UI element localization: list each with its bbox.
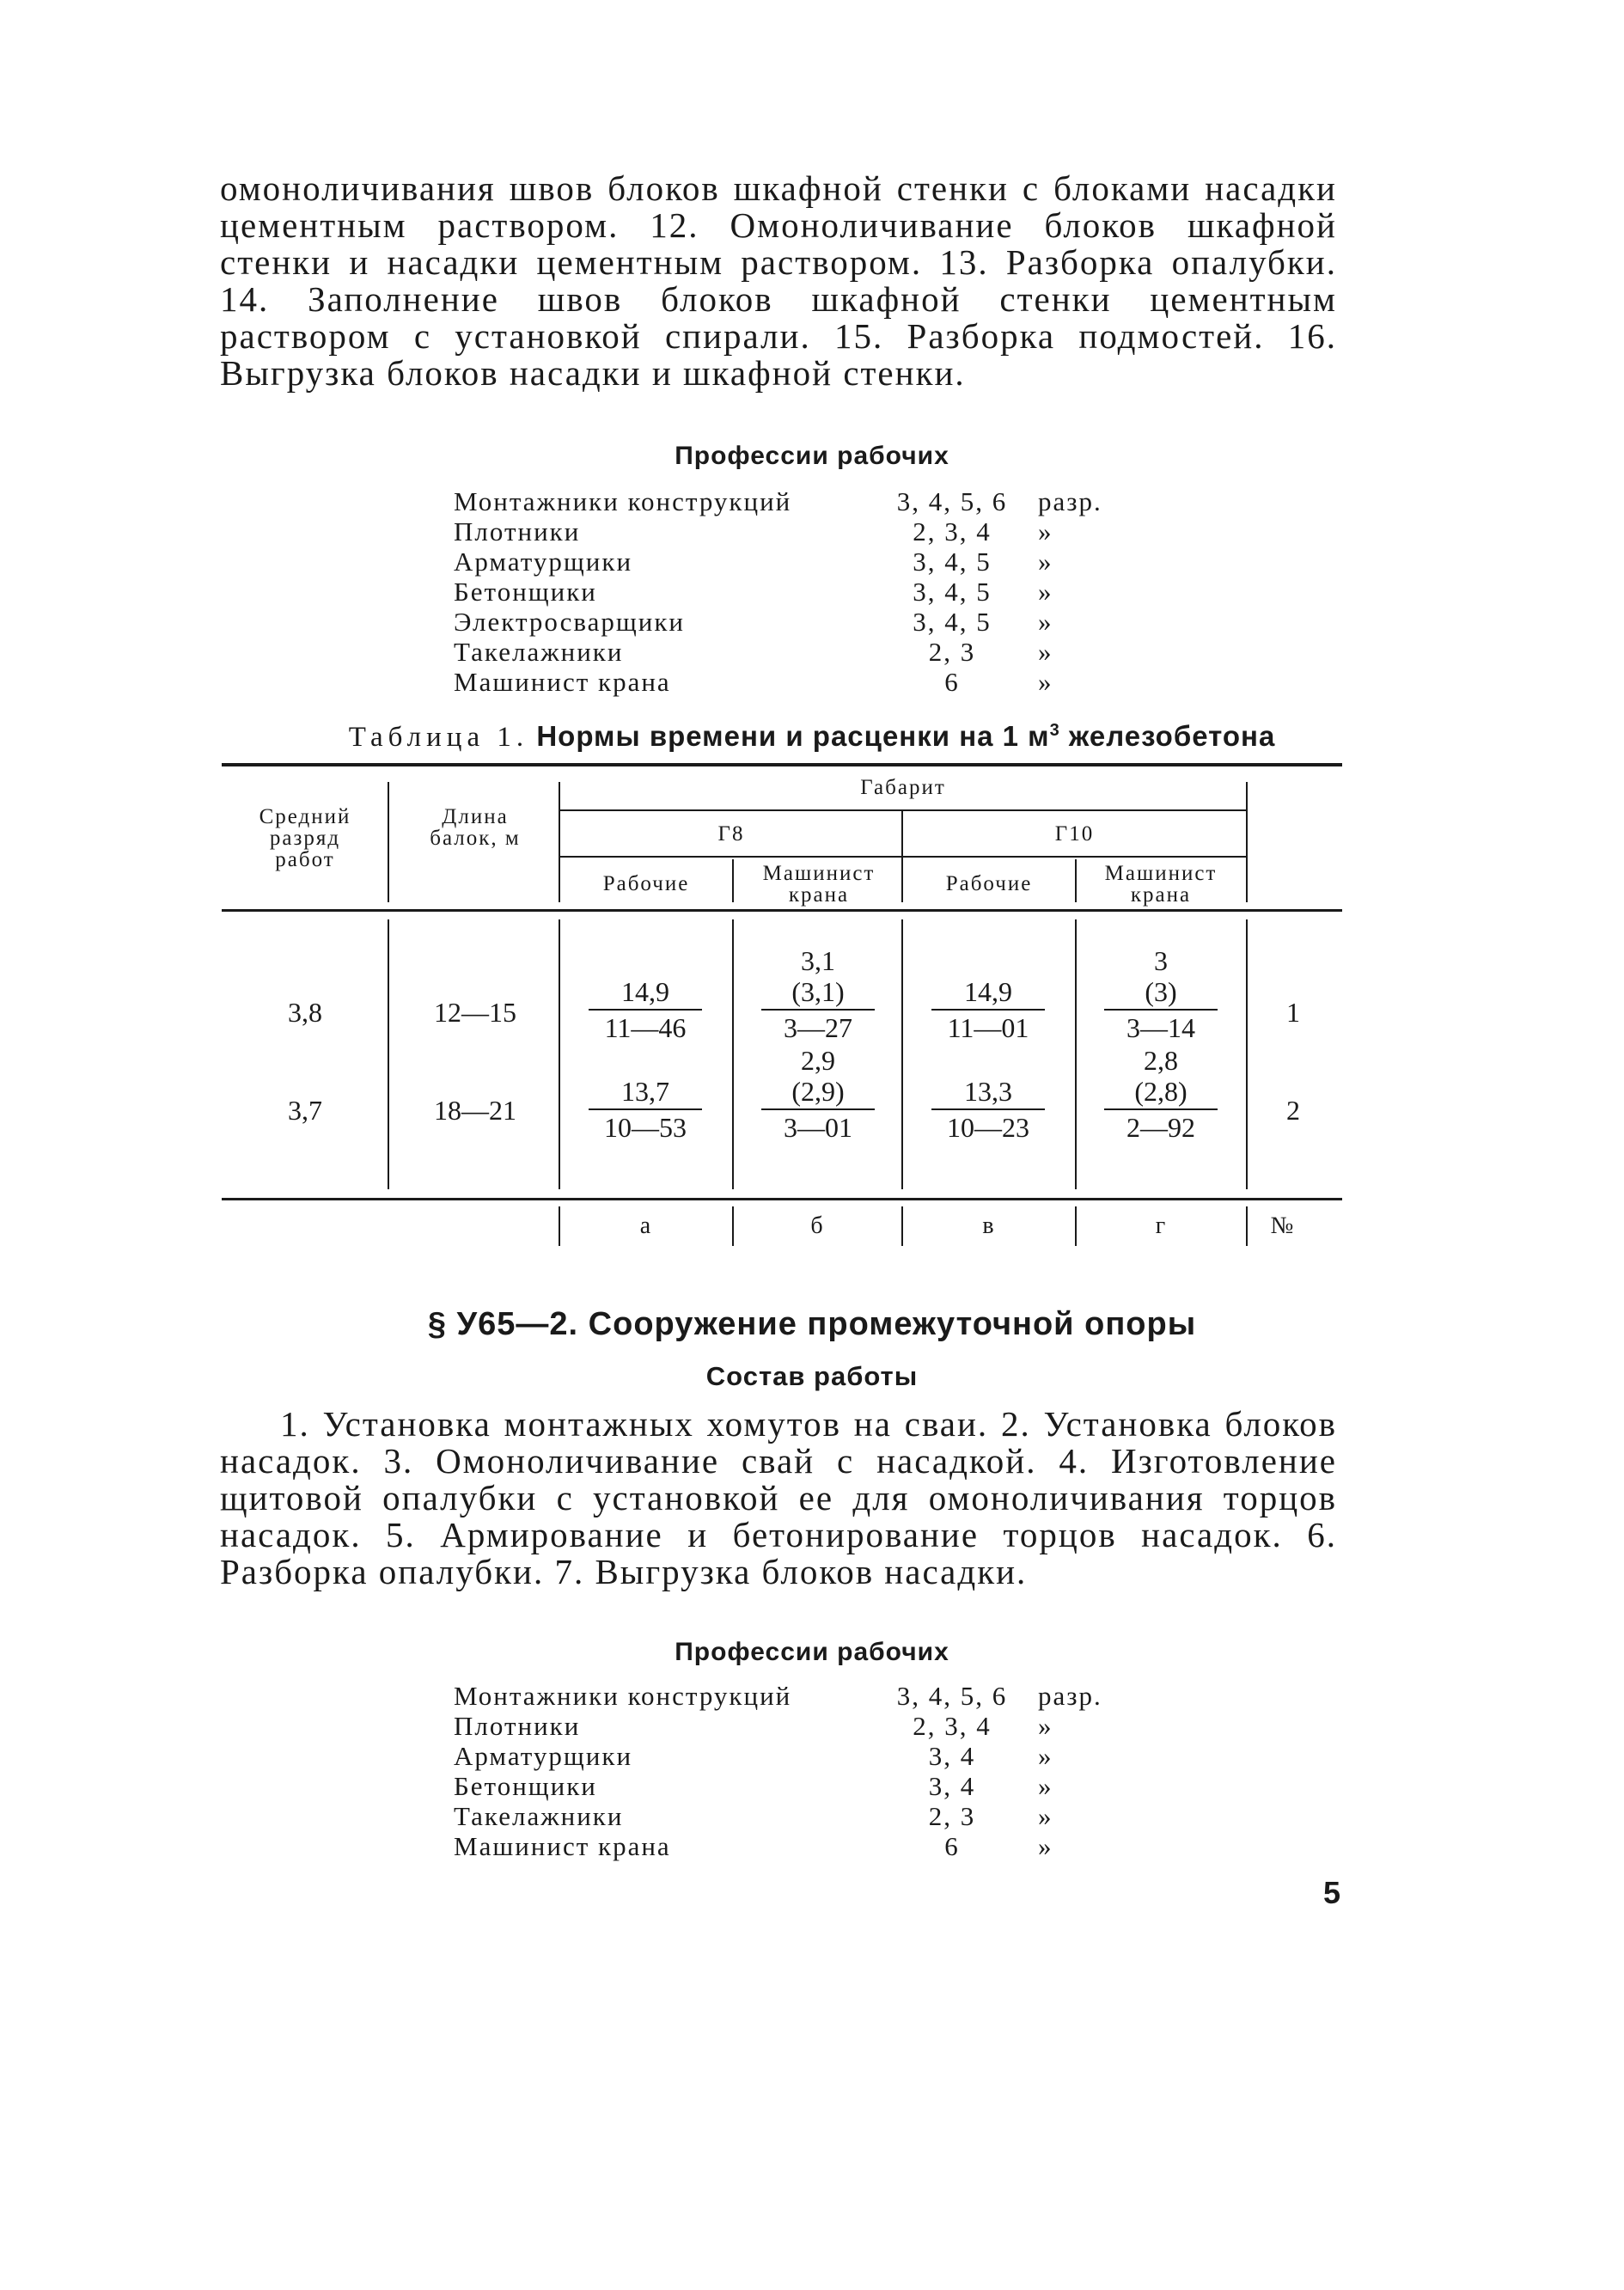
row1-grade: 3,8 (288, 997, 322, 1028)
page-number: 5 (1323, 1875, 1341, 1910)
row2-g10-crane: (2,8) 2—92 (1084, 1076, 1238, 1143)
row1-g10-crane: (3) 3—14 (1084, 976, 1238, 1043)
header-gabarit: Габарит (860, 776, 946, 799)
row1-g8-crane: (3,1) 3—27 (741, 976, 895, 1043)
header-g10: Г10 (1054, 822, 1095, 846)
col-line (732, 919, 734, 1189)
table-bottom-rule (222, 1198, 1342, 1200)
row2-g8-workers: 13,7 10—53 (568, 1076, 723, 1143)
col-line (388, 919, 389, 1189)
row2-grade: 3,7 (288, 1095, 322, 1126)
row1-length: 12—15 (434, 997, 516, 1028)
footer-col-no: № (1270, 1212, 1296, 1239)
col-line (1075, 859, 1077, 902)
profession-row: Плотники 2, 3, 4 » (454, 516, 1053, 547)
profession-row: Бетонщики 3, 4, 5 » (454, 577, 1053, 607)
row1-g10-crane-pre: 3 (1154, 945, 1168, 976)
header-g10-crane: Машинист крана (1104, 862, 1218, 907)
row1-g10-workers: 14,9 11—01 (911, 976, 1065, 1043)
col-line (1075, 919, 1077, 1189)
profession-row: Арматурщики 3, 4 » (454, 1741, 1053, 1771)
section-paragraph: 1. Установка монтажных хомутов на сваи. 2. Установка блоков насадок. 3. Омоноличивание свай с насадкой. 4. Изготовление щитовой опалубки с установкой ее для омоноличивания торцов насадок. 5. Армирование и бетонирование торцов насадок. 6. Разборка опалубки. 7. Выгрузка блоков насадки. (220, 1404, 1337, 1591)
header-g8-workers: Рабочие (602, 872, 690, 895)
profession-row: Плотники 2, 3, 4 » (454, 1711, 1053, 1741)
row2-g8-crane-pre: 2,9 (801, 1045, 835, 1076)
header-beam-length: Длина балок, м (430, 805, 521, 850)
profession-row: Электросварщики 3, 4, 5 » (454, 607, 1053, 637)
footer-col-g: г (1155, 1212, 1168, 1239)
row1-g8-crane-pre: 3,1 (801, 945, 835, 976)
col-line (1246, 782, 1248, 902)
professions-list (454, 1681, 1141, 1861)
col-line (901, 919, 903, 1189)
row1-number: 1 (1286, 997, 1300, 1028)
header-g8-crane: Машинист крана (762, 862, 876, 907)
profession-row: Арматурщики 3, 4, 5 » (454, 547, 1053, 577)
header-g10-workers: Рабочие (945, 872, 1033, 895)
row2-g8-crane: (2,9) 3—01 (741, 1076, 895, 1143)
profession-row: Такелажники 2, 3 » (454, 1801, 1053, 1831)
row2-length: 18—21 (434, 1095, 516, 1126)
profession-row: Бетонщики 3, 4 » (454, 1771, 1053, 1801)
intro-paragraph: омоноличивания швов блоков шкафной стенки с блоками насадки цементным раствором. 12. Омоноличивание блоков шкафной стенки и насадки цементным раствором. 13. Разборка опалубки. 14. Заполнение швов блоков шкафной стенки цементным раствором с установкой спирали. 15. Разборка подмостей. 16. Выгрузка блоков насадки и шкафной стенки. (220, 168, 1337, 393)
profession-row: Машинист крана 6 » (454, 667, 1053, 697)
footer-col-a: а (639, 1212, 653, 1239)
col-line (559, 919, 560, 1189)
profession-row: Такелажники 2, 3 » (454, 637, 1053, 667)
table-top-rule (222, 763, 1342, 766)
table-caption-title: Нормы времени и расценки на 1 $м^3$ железобетона (536, 720, 1276, 752)
section-subtitle: Состав работы (705, 1361, 919, 1391)
col-line (732, 859, 734, 902)
table-caption-prefix: Таблица 1. (348, 722, 529, 753)
profession-row: Монтажники конструкций 3, 4, 5, 6 разр. (454, 486, 1102, 516)
col-line (1246, 1206, 1248, 1246)
row1-g8-workers: 14,9 11—46 (568, 976, 723, 1043)
col-line (1246, 919, 1248, 1189)
section-title: § У65—2. Сооружение промежуточной опоры (427, 1306, 1197, 1342)
col-line (388, 782, 389, 902)
footer-col-b: б (810, 1212, 825, 1239)
table-header-rule (222, 909, 1342, 912)
professions-heading: Профессии рабочих (675, 442, 949, 470)
row2-g10-crane-pre: 2,8 (1144, 1045, 1178, 1076)
professions-heading: Профессии рабочих (675, 1638, 949, 1666)
profession-row: Машинист крана 6 » (454, 1831, 1053, 1861)
header-avg-grade: Средний разряд работ (259, 805, 351, 871)
profession-row: Монтажники конструкций 3, 4, 5, 6 разр. (454, 1681, 1102, 1711)
row2-g10-workers: 13,3 10—23 (911, 1076, 1065, 1143)
footer-col-v: в (982, 1212, 996, 1239)
table-caption (0, 720, 1624, 754)
professions-list (454, 486, 1141, 697)
header-g8: Г8 (717, 822, 745, 846)
row2-number: 2 (1286, 1095, 1300, 1126)
